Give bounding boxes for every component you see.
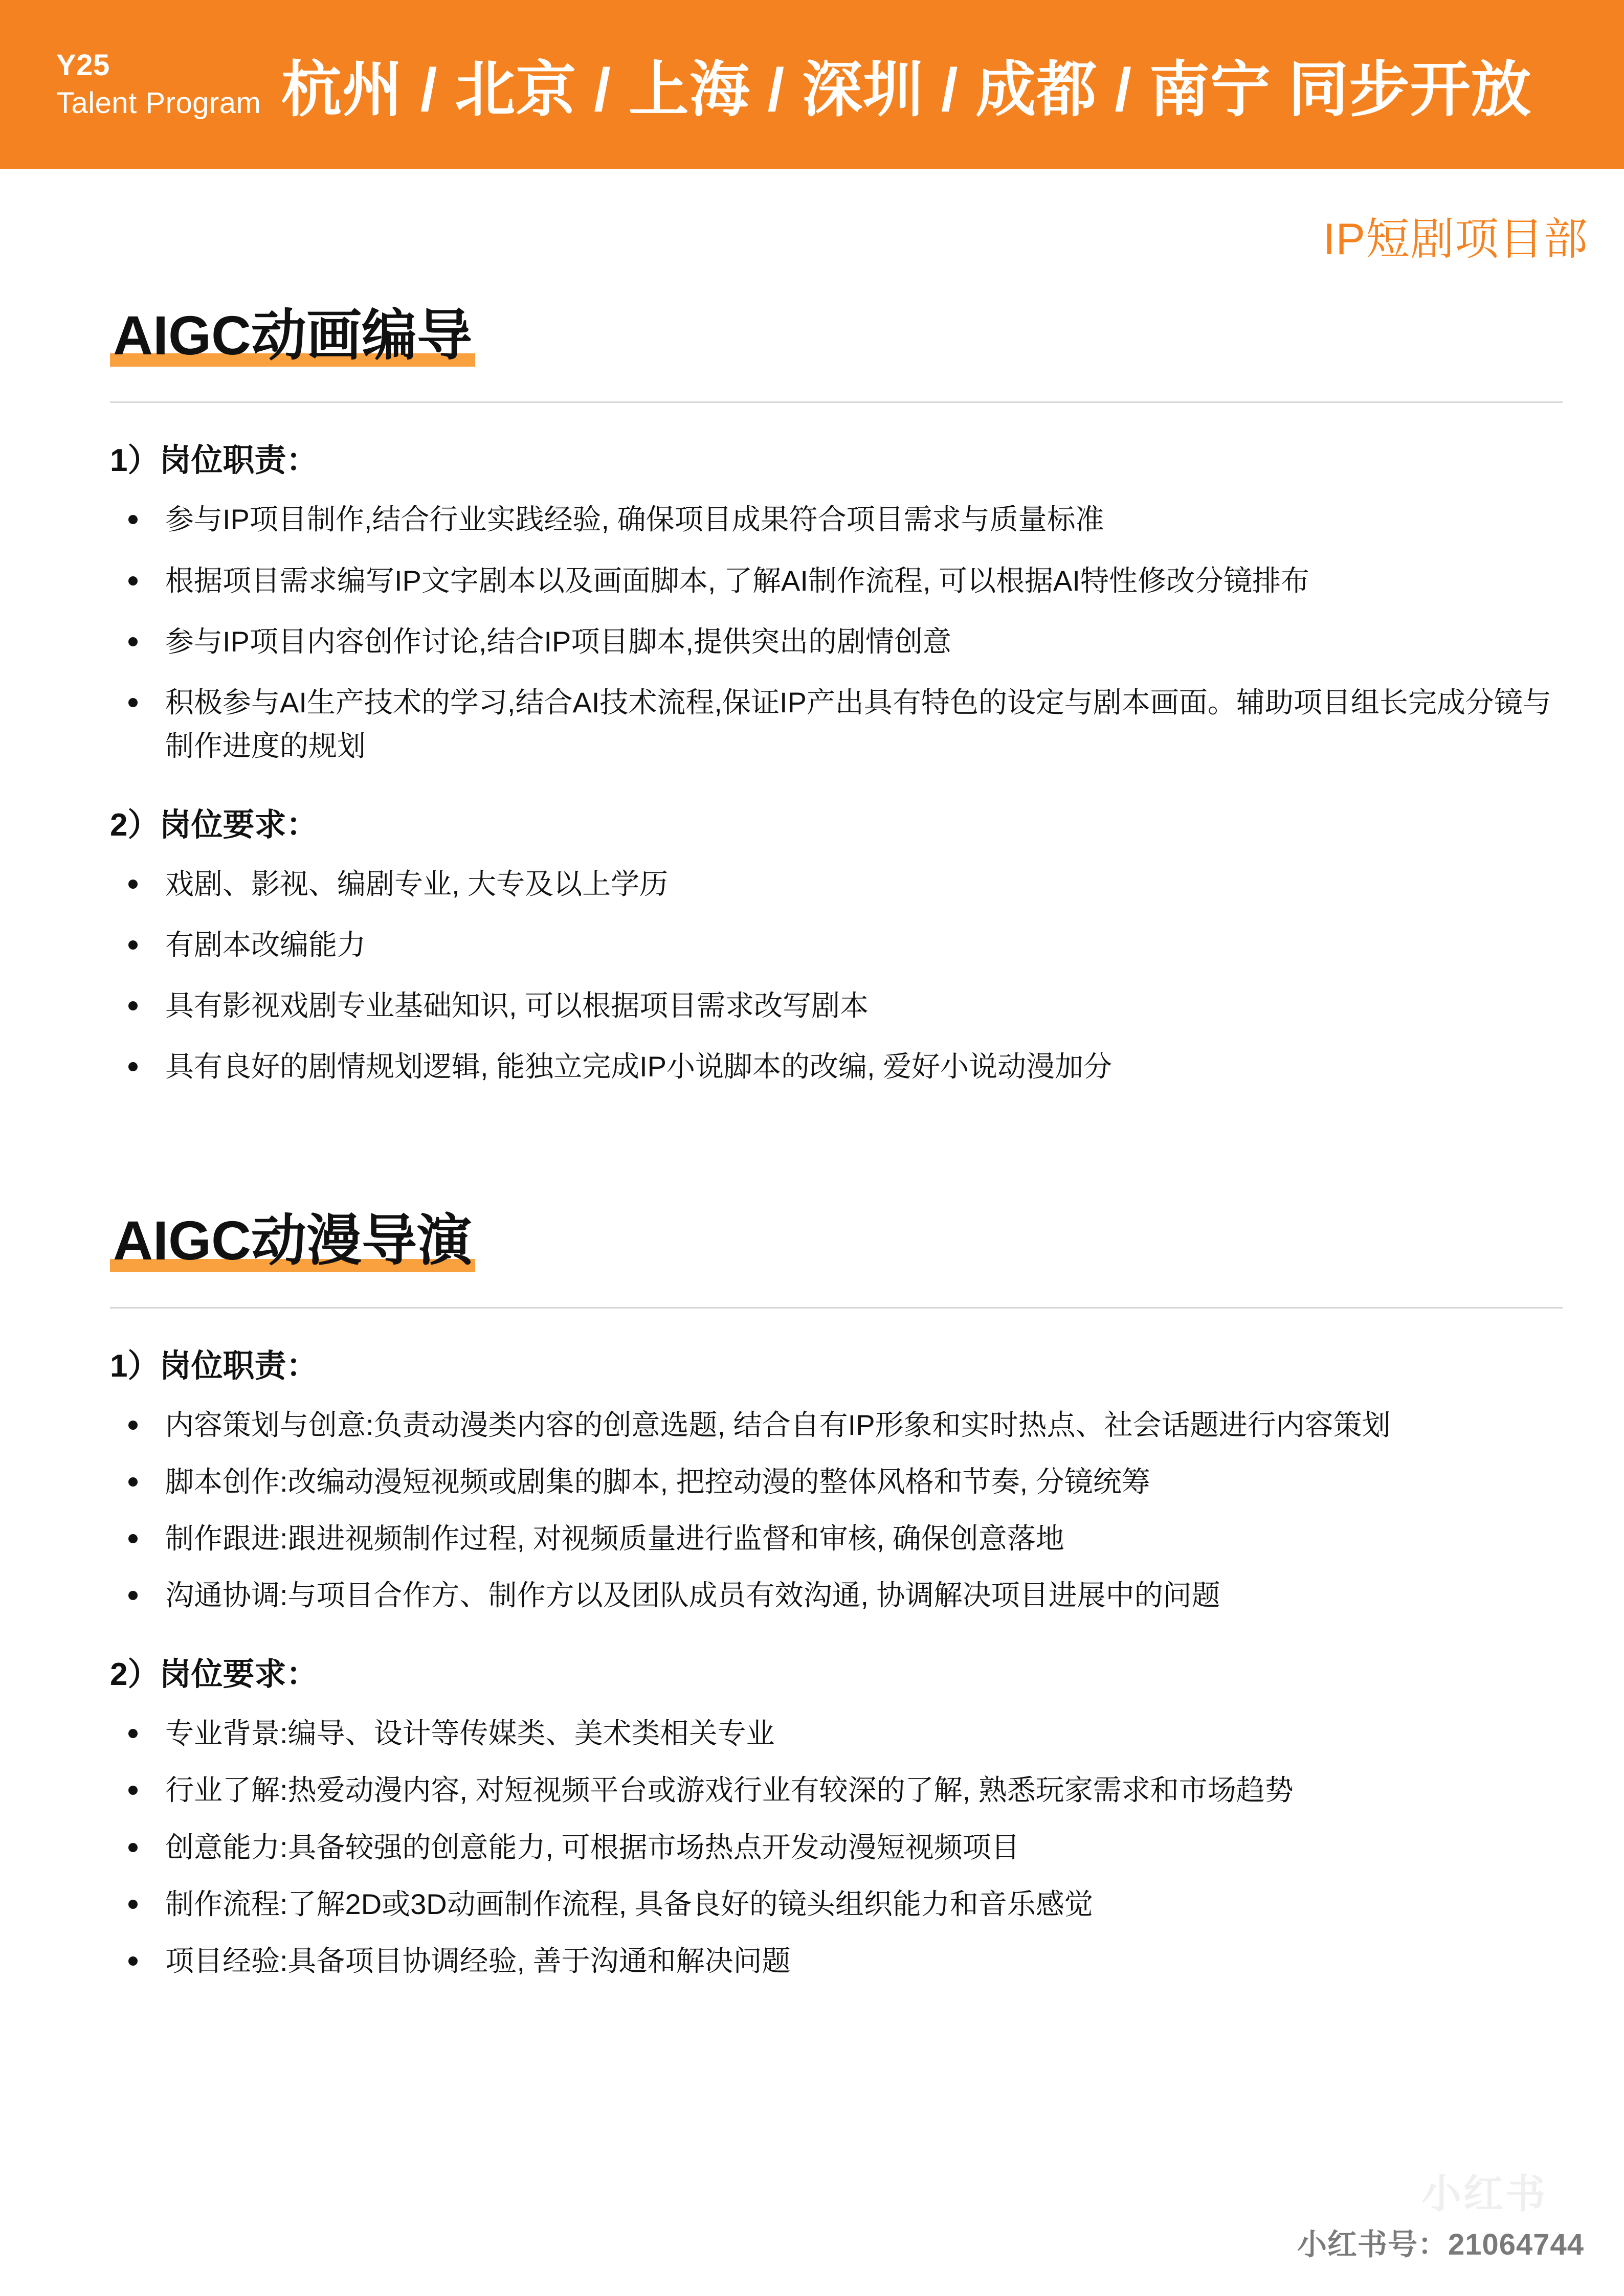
header-cities-text: 杭州 / 北京 / 上海 / 深圳 / 成都 / 南宁 同步开放 [281, 56, 1532, 124]
section-heading-1-2: 2）岗位要求： [110, 807, 318, 843]
list-item: 参与IP项目内容创作讨论,结合IP项目脚本,提供突出的剧情创意 [110, 620, 1563, 663]
responsibilities-list-2 [110, 1403, 1563, 1617]
requirements-list-1 [110, 862, 1563, 1088]
list-item: 积极参与AI生产技术的学习,结合AI技术流程,保证IP产出具有特色的设定与剧本画面。辅助项目组长完成分镜与制作进度的规划 [110, 681, 1563, 768]
background-watermark: 小红书 [1421, 2171, 1547, 2216]
list-item: 脚本创作:改编动漫短视频或剧集的脚本, 把控动漫的整体风格和节奏, 分镜统筹 [110, 1460, 1563, 1503]
list-item: 参与IP项目制作,结合行业实践经验, 确保项目成果符合项目需求与质量标准 [110, 498, 1563, 541]
section-heading-2-1: 1）岗位职责： [110, 1348, 318, 1384]
brand-line-2: Talent Program [56, 86, 261, 120]
document-content [0, 303, 1624, 1983]
header-bar [0, 0, 1624, 169]
list-item: 具有影视戏剧专业基础知识, 可以根据项目需求改写剧本 [110, 984, 1563, 1027]
divider-1 [110, 401, 1563, 403]
requirements-list-2 [110, 1712, 1563, 1983]
list-item: 行业了解:热爱动漫内容, 对短视频平台或游戏行业有较深的了解, 熟悉玩家需求和市场趋势 [110, 1768, 1563, 1812]
list-item: 有剧本改编能力 [110, 923, 1563, 966]
list-item: 戏剧、影视、编剧专业, 大专及以上学历 [110, 862, 1563, 906]
list-item: 创意能力:具备较强的创意能力, 可根据市场热点开发动漫短视频项目 [110, 1826, 1563, 1869]
footer-account-id: 小红书号：21064744 [1297, 2228, 1584, 2261]
job-title-text-2: AIGC动漫导演 [113, 1209, 473, 1272]
section-heading-2-2: 2）岗位要求： [110, 1657, 318, 1693]
brand-line-1: Y25 [56, 48, 110, 82]
list-item: 制作跟进:跟进视频制作过程, 对视频质量进行监督和审核, 确保创意落地 [110, 1517, 1563, 1560]
job-title-wrap-2 [110, 1208, 1563, 1276]
list-item: 沟通协调:与项目合作方、制作方以及团队成员有效沟通, 协调解决项目进展中的问题 [110, 1573, 1563, 1617]
list-item: 具有良好的剧情规划逻辑, 能独立完成IP小说脚本的改编, 爱好小说动漫加分 [110, 1045, 1563, 1088]
list-item: 制作流程:了解2D或3D动画制作流程, 具备良好的镜头组织能力和音乐感觉 [110, 1882, 1563, 1926]
job-title-2 [110, 1208, 475, 1276]
job-title-text-1: AIGC动画编导 [113, 304, 473, 366]
list-item: 专业背景:编导、设计等传媒类、美术类相关专业 [110, 1712, 1563, 1755]
list-item: 项目经验:具备项目协调经验, 善于沟通和解决问题 [110, 1939, 1563, 1983]
list-item: 内容策划与创意:负责动漫类内容的创意选题, 结合自有IP形象和实时热点、社会话题进行内容策划 [110, 1403, 1563, 1447]
brand-block [56, 47, 276, 122]
department-row [0, 169, 1624, 267]
responsibilities-list-1 [110, 498, 1563, 768]
department-label: IP短剧项目部 [1323, 215, 1588, 264]
list-item: 根据项目需求编写IP文字剧本以及画面脚本, 了解AI制作流程, 可以根据AI特性修改分镜排布 [110, 559, 1563, 602]
job-title-wrap-1 [110, 303, 1563, 371]
section-spacer [110, 1106, 1563, 1172]
job-title-1 [110, 303, 475, 371]
section-heading-1-1: 1）岗位职责： [110, 443, 318, 479]
divider-2 [110, 1307, 1563, 1309]
